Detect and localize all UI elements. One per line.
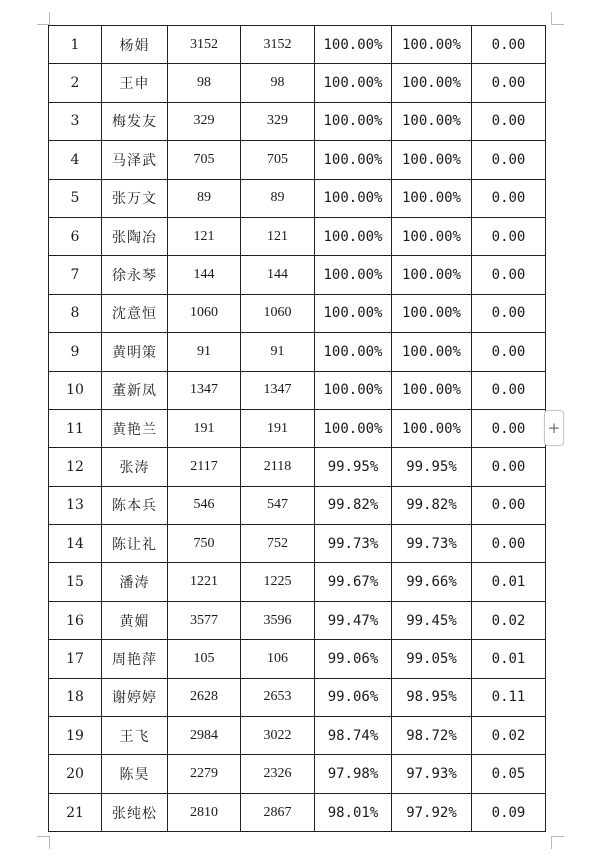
cell-name: 王飞 bbox=[102, 717, 168, 755]
cell-rate-1: 100.00% bbox=[315, 256, 392, 294]
cell-index: 12 bbox=[49, 448, 102, 486]
cell-difference: 0.01 bbox=[472, 640, 546, 678]
cell-count-b: 752 bbox=[241, 525, 315, 563]
table-row bbox=[49, 448, 546, 486]
cell-name: 王申 bbox=[102, 64, 168, 102]
cell-count-a: 105 bbox=[168, 640, 241, 678]
cell-rate-1: 100.00% bbox=[315, 409, 392, 447]
cell-count-a: 2810 bbox=[168, 793, 241, 831]
cell-count-a: 705 bbox=[168, 141, 241, 179]
cell-rate-1: 100.00% bbox=[315, 217, 392, 255]
cell-index: 19 bbox=[49, 717, 102, 755]
cell-count-b: 144 bbox=[241, 256, 315, 294]
cell-name: 陈本兵 bbox=[102, 486, 168, 524]
table-row bbox=[49, 179, 546, 217]
cell-count-a: 2279 bbox=[168, 755, 241, 793]
page-corner-mark-top-left bbox=[37, 12, 50, 25]
cell-name: 陈昊 bbox=[102, 755, 168, 793]
cell-index: 15 bbox=[49, 563, 102, 601]
cell-count-a: 3152 bbox=[168, 26, 241, 64]
cell-rate-1: 99.06% bbox=[315, 678, 392, 716]
cell-count-b: 91 bbox=[241, 333, 315, 371]
cell-difference: 0.00 bbox=[472, 179, 546, 217]
cell-difference: 0.05 bbox=[472, 755, 546, 793]
cell-rate-2: 98.95% bbox=[392, 678, 472, 716]
cell-count-b: 98 bbox=[241, 64, 315, 102]
cell-count-a: 98 bbox=[168, 64, 241, 102]
page-corner-mark-bottom-left bbox=[37, 836, 50, 849]
cell-index: 1 bbox=[49, 26, 102, 64]
cell-difference: 0.00 bbox=[472, 217, 546, 255]
cell-name: 黄媚 bbox=[102, 601, 168, 639]
cell-index: 3 bbox=[49, 102, 102, 140]
cell-count-a: 329 bbox=[168, 102, 241, 140]
cell-name: 梅发友 bbox=[102, 102, 168, 140]
cell-rate-1: 100.00% bbox=[315, 371, 392, 409]
cell-count-a: 89 bbox=[168, 179, 241, 217]
cell-index: 7 bbox=[49, 256, 102, 294]
cell-rate-2: 100.00% bbox=[392, 294, 472, 332]
cell-difference: 0.00 bbox=[472, 256, 546, 294]
plus-icon: + bbox=[547, 418, 561, 437]
cell-rate-1: 100.00% bbox=[315, 141, 392, 179]
cell-count-b: 106 bbox=[241, 640, 315, 678]
cell-difference: 0.00 bbox=[472, 26, 546, 64]
cell-index: 18 bbox=[49, 678, 102, 716]
cell-index: 11 bbox=[49, 409, 102, 447]
cell-count-b: 329 bbox=[241, 102, 315, 140]
cell-difference: 0.09 bbox=[472, 793, 546, 831]
cell-count-b: 3022 bbox=[241, 717, 315, 755]
cell-difference: 0.00 bbox=[472, 486, 546, 524]
cell-name: 周艳萍 bbox=[102, 640, 168, 678]
cell-name: 张涛 bbox=[102, 448, 168, 486]
cell-name: 陈让礼 bbox=[102, 525, 168, 563]
table-row bbox=[49, 563, 546, 601]
cell-name: 张陶冶 bbox=[102, 217, 168, 255]
cell-rate-2: 100.00% bbox=[392, 256, 472, 294]
cell-rate-2: 99.45% bbox=[392, 601, 472, 639]
table-row bbox=[49, 26, 546, 64]
cell-rate-2: 100.00% bbox=[392, 102, 472, 140]
cell-rate-2: 97.92% bbox=[392, 793, 472, 831]
cell-index: 17 bbox=[49, 640, 102, 678]
table-row bbox=[49, 793, 546, 831]
cell-difference: 0.00 bbox=[472, 141, 546, 179]
cell-difference: 0.00 bbox=[472, 409, 546, 447]
cell-name: 董新凤 bbox=[102, 371, 168, 409]
table-row bbox=[49, 333, 546, 371]
table-row bbox=[49, 525, 546, 563]
cell-index: 20 bbox=[49, 755, 102, 793]
table-row bbox=[49, 102, 546, 140]
cell-rate-1: 99.47% bbox=[315, 601, 392, 639]
cell-rate-1: 100.00% bbox=[315, 179, 392, 217]
cell-rate-1: 99.73% bbox=[315, 525, 392, 563]
cell-count-b: 89 bbox=[241, 179, 315, 217]
table-row bbox=[49, 717, 546, 755]
cell-name: 马泽武 bbox=[102, 141, 168, 179]
cell-name: 张万文 bbox=[102, 179, 168, 217]
cell-rate-2: 100.00% bbox=[392, 26, 472, 64]
cell-index: 21 bbox=[49, 793, 102, 831]
cell-rate-2: 100.00% bbox=[392, 64, 472, 102]
table-row bbox=[49, 141, 546, 179]
cell-rate-2: 97.93% bbox=[392, 755, 472, 793]
cell-name: 徐永琴 bbox=[102, 256, 168, 294]
cell-difference: 0.02 bbox=[472, 601, 546, 639]
cell-index: 8 bbox=[49, 294, 102, 332]
cell-index: 16 bbox=[49, 601, 102, 639]
cell-rate-1: 99.06% bbox=[315, 640, 392, 678]
data-table bbox=[48, 25, 546, 832]
cell-count-b: 705 bbox=[241, 141, 315, 179]
cell-difference: 0.00 bbox=[472, 294, 546, 332]
cell-count-a: 2984 bbox=[168, 717, 241, 755]
page-corner-mark-top-right bbox=[551, 12, 564, 25]
cell-count-a: 1347 bbox=[168, 371, 241, 409]
cell-count-b: 3596 bbox=[241, 601, 315, 639]
table-row bbox=[49, 678, 546, 716]
table-row bbox=[49, 294, 546, 332]
cell-rate-1: 98.01% bbox=[315, 793, 392, 831]
cell-name: 谢婷婷 bbox=[102, 678, 168, 716]
cell-count-a: 546 bbox=[168, 486, 241, 524]
cell-count-b: 2867 bbox=[241, 793, 315, 831]
cell-rate-1: 100.00% bbox=[315, 26, 392, 64]
table-row bbox=[49, 755, 546, 793]
cell-index: 10 bbox=[49, 371, 102, 409]
cell-count-b: 121 bbox=[241, 217, 315, 255]
cell-rate-2: 100.00% bbox=[392, 333, 472, 371]
cell-difference: 0.00 bbox=[472, 371, 546, 409]
table-row bbox=[49, 409, 546, 447]
cell-index: 4 bbox=[49, 141, 102, 179]
table-row bbox=[49, 486, 546, 524]
cell-count-a: 3577 bbox=[168, 601, 241, 639]
cell-count-b: 191 bbox=[241, 409, 315, 447]
cell-count-a: 121 bbox=[168, 217, 241, 255]
table-row bbox=[49, 640, 546, 678]
cell-difference: 0.00 bbox=[472, 525, 546, 563]
cell-count-b: 2653 bbox=[241, 678, 315, 716]
add-row-button[interactable] bbox=[544, 410, 564, 446]
table-row bbox=[49, 371, 546, 409]
cell-count-a: 191 bbox=[168, 409, 241, 447]
table-row bbox=[49, 217, 546, 255]
cell-count-a: 1221 bbox=[168, 563, 241, 601]
cell-count-b: 547 bbox=[241, 486, 315, 524]
cell-name: 杨娟 bbox=[102, 26, 168, 64]
cell-count-a: 750 bbox=[168, 525, 241, 563]
table-body bbox=[49, 26, 546, 832]
cell-name: 张纯松 bbox=[102, 793, 168, 831]
cell-difference: 0.00 bbox=[472, 448, 546, 486]
cell-rate-1: 100.00% bbox=[315, 294, 392, 332]
cell-name: 沈意恒 bbox=[102, 294, 168, 332]
cell-count-b: 1060 bbox=[241, 294, 315, 332]
cell-rate-2: 100.00% bbox=[392, 371, 472, 409]
cell-count-a: 2117 bbox=[168, 448, 241, 486]
cell-difference: 0.02 bbox=[472, 717, 546, 755]
cell-rate-2: 100.00% bbox=[392, 179, 472, 217]
cell-difference: 0.11 bbox=[472, 678, 546, 716]
cell-rate-1: 99.82% bbox=[315, 486, 392, 524]
cell-rate-1: 100.00% bbox=[315, 102, 392, 140]
cell-count-a: 1060 bbox=[168, 294, 241, 332]
cell-name: 黄明策 bbox=[102, 333, 168, 371]
cell-name: 黄艳兰 bbox=[102, 409, 168, 447]
cell-index: 2 bbox=[49, 64, 102, 102]
cell-count-a: 144 bbox=[168, 256, 241, 294]
cell-index: 5 bbox=[49, 179, 102, 217]
cell-rate-1: 97.98% bbox=[315, 755, 392, 793]
cell-count-b: 2118 bbox=[241, 448, 315, 486]
cell-index: 13 bbox=[49, 486, 102, 524]
cell-rate-2: 99.73% bbox=[392, 525, 472, 563]
cell-rate-2: 99.66% bbox=[392, 563, 472, 601]
table-row bbox=[49, 64, 546, 102]
cell-index: 14 bbox=[49, 525, 102, 563]
cell-count-b: 1225 bbox=[241, 563, 315, 601]
table-row bbox=[49, 256, 546, 294]
cell-rate-1: 100.00% bbox=[315, 64, 392, 102]
page-corner-mark-bottom-right bbox=[551, 836, 564, 849]
cell-rate-2: 99.05% bbox=[392, 640, 472, 678]
cell-count-b: 3152 bbox=[241, 26, 315, 64]
cell-rate-2: 99.95% bbox=[392, 448, 472, 486]
cell-count-b: 2326 bbox=[241, 755, 315, 793]
cell-count-a: 2628 bbox=[168, 678, 241, 716]
cell-difference: 0.00 bbox=[472, 333, 546, 371]
table-row bbox=[49, 601, 546, 639]
cell-count-a: 91 bbox=[168, 333, 241, 371]
cell-index: 6 bbox=[49, 217, 102, 255]
cell-rate-2: 100.00% bbox=[392, 141, 472, 179]
cell-rate-2: 100.00% bbox=[392, 409, 472, 447]
cell-index: 9 bbox=[49, 333, 102, 371]
cell-rate-1: 99.95% bbox=[315, 448, 392, 486]
cell-difference: 0.00 bbox=[472, 102, 546, 140]
cell-count-b: 1347 bbox=[241, 371, 315, 409]
cell-name: 潘涛 bbox=[102, 563, 168, 601]
cell-rate-1: 98.74% bbox=[315, 717, 392, 755]
cell-rate-2: 99.82% bbox=[392, 486, 472, 524]
cell-rate-2: 98.72% bbox=[392, 717, 472, 755]
cell-rate-2: 100.00% bbox=[392, 217, 472, 255]
cell-rate-1: 100.00% bbox=[315, 333, 392, 371]
cell-difference: 0.00 bbox=[472, 64, 546, 102]
cell-difference: 0.01 bbox=[472, 563, 546, 601]
cell-rate-1: 99.67% bbox=[315, 563, 392, 601]
